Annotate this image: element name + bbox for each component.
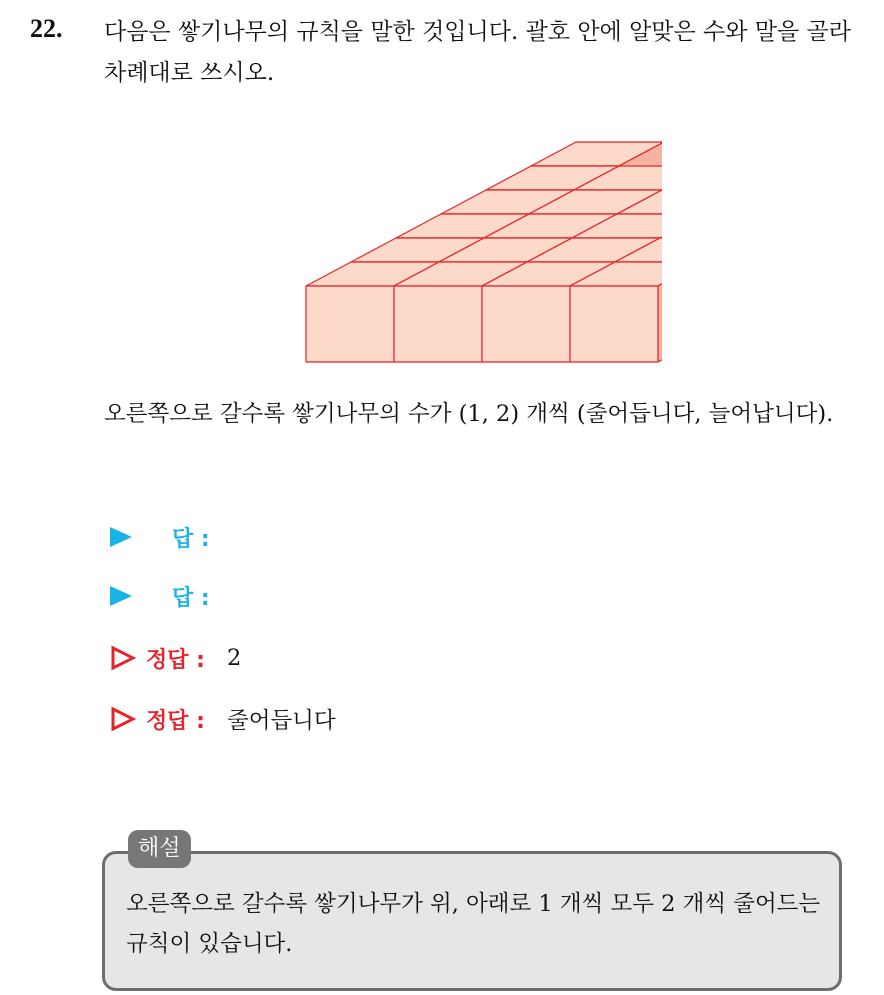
question-text: 다음은 쌓기나무의 규칙을 말한 것입니다. 괄호 안에 알맞은 수와 말을 골라 차례대로 쓰시오. xyxy=(104,19,851,86)
triangle-icon xyxy=(110,527,132,547)
solution-title: 해설 xyxy=(128,830,191,868)
solution-text: 오른쪽으로 갈수록 쌓기나무가 위, 아래로 1 개씩 모두 2 개씩 줄어드는 규칙이 있습니다. xyxy=(126,891,821,957)
answer-key-value: 줄어듭니다 xyxy=(226,708,336,734)
triangle-icon xyxy=(110,586,132,606)
answer-label: 답 : xyxy=(172,526,210,552)
answer-row-1 xyxy=(110,522,210,552)
answer-key-label: 정답 : xyxy=(146,708,205,734)
answer-key-row-1 xyxy=(110,642,241,674)
answer-key-row-2 xyxy=(110,703,336,735)
block-staircase-figure xyxy=(300,112,662,370)
triangle-outline-icon xyxy=(110,706,136,732)
problem-statement: 오른쪽으로 갈수록 쌓기나무의 수가 (1, 2) 개씩 (줄어듭니다, 늘어납니다). xyxy=(104,401,834,427)
answer-key-label: 정답 : xyxy=(146,647,205,673)
answer-label: 답 : xyxy=(172,585,210,611)
answer-row-2 xyxy=(110,581,210,611)
question-number: 22. xyxy=(30,14,63,43)
triangle-outline-icon xyxy=(110,645,136,671)
answer-key-value: 2 xyxy=(226,645,242,671)
